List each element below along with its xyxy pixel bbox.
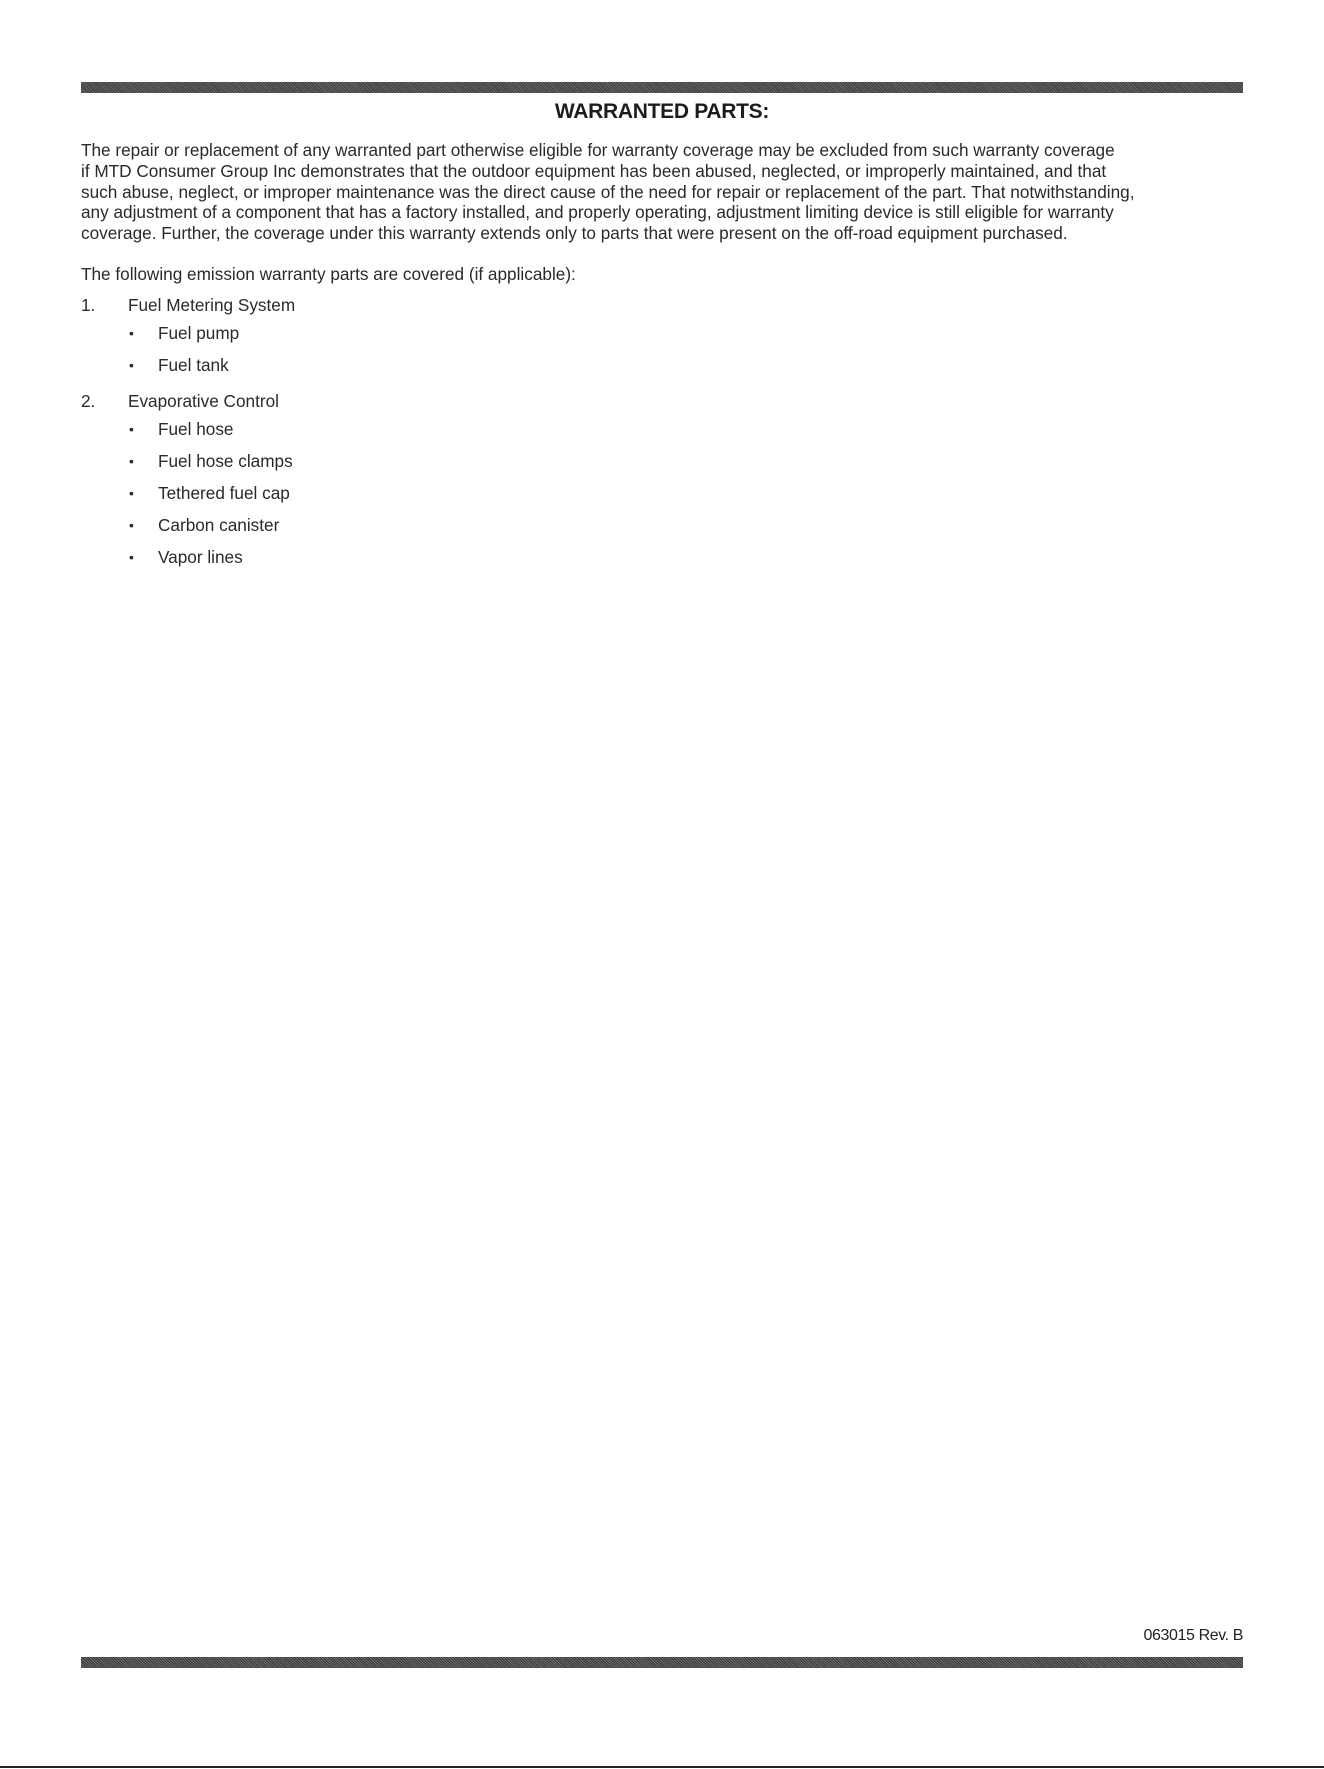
list-item: Fuel pump xyxy=(158,323,240,343)
list-item: Fuel hose clamps xyxy=(158,451,293,471)
bullet-icon: • xyxy=(129,325,134,341)
intro-line: any adjustment of a component that has a factory installed, and properly operating, adjustment limiting device is still eligible for warranty xyxy=(81,202,1114,223)
list-item: Tethered fuel cap xyxy=(158,483,290,503)
intro-line: such abuse, neglect, or improper maintenance was the direct cause of the need for repair or replacement of the part. That notwithstanding, xyxy=(81,181,1135,202)
page-edge-rule xyxy=(0,1766,1324,1768)
intro-line: coverage. Further, the coverage under this warranty extends only to parts that were present on the off-road equipment purchased. xyxy=(81,223,1068,244)
page-title: WARRANTED PARTS: xyxy=(554,100,770,123)
section-number: 1. xyxy=(81,295,96,315)
intro-line: if MTD Consumer Group Inc demonstrates that the outdoor equipment has been abused, neglected, or improperly maintained, and that xyxy=(81,160,1107,181)
list-item: Vapor lines xyxy=(158,547,243,567)
bullet-icon: • xyxy=(129,549,134,565)
list-item: Fuel tank xyxy=(158,355,229,375)
intro-line: The repair or replacement of any warranted part otherwise eligible for warranty coverage may be excluded from such warranty coverage xyxy=(81,140,1115,160)
bullet-icon: • xyxy=(129,357,134,373)
bullet-icon: • xyxy=(129,517,134,533)
list-item: Fuel hose xyxy=(158,419,234,439)
bullet-icon: • xyxy=(129,453,134,469)
bottom-divider-bar xyxy=(81,1657,1243,1668)
section-number: 2. xyxy=(81,391,96,411)
list-item: Carbon canister xyxy=(158,515,280,535)
section-name: Fuel Metering System xyxy=(128,295,296,315)
lead-in-text: The following emission warranty parts are covered (if applicable): xyxy=(81,264,576,284)
intro-paragraph xyxy=(81,140,1251,244)
section-name: Evaporative Control xyxy=(128,391,279,411)
top-divider-bar xyxy=(81,82,1243,93)
bullet-icon: • xyxy=(129,421,134,437)
document-code: 063015 Rev. B xyxy=(1143,1627,1243,1644)
bullet-icon: • xyxy=(129,485,134,501)
